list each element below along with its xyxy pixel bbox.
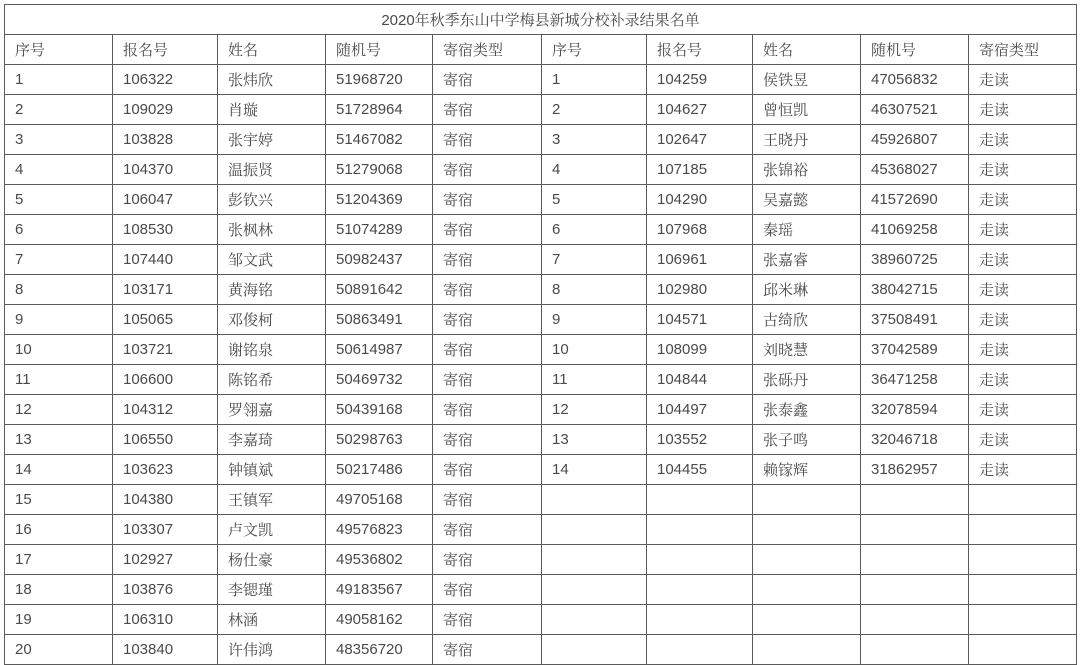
boarding-seq-cell: 18 <box>5 575 113 605</box>
table-row <box>5 245 1077 275</box>
day-type-cell: 走读 <box>969 275 1077 305</box>
day-reg-no-cell <box>647 605 753 635</box>
day-seq-cell: 6 <box>542 215 647 245</box>
boarding-name-cell: 邹文武 <box>218 245 326 275</box>
header-name-day: 姓名 <box>753 35 861 65</box>
day-type-cell: 走读 <box>969 425 1077 455</box>
day-reg-no-cell: 104455 <box>647 455 753 485</box>
boarding-random-no-cell: 50982437 <box>326 245 433 275</box>
boarding-name-cell: 许伟鸿 <box>218 635 326 665</box>
boarding-name-cell: 邓俊柯 <box>218 305 326 335</box>
day-seq-cell: 11 <box>542 365 647 395</box>
table-row <box>5 635 1077 665</box>
admission-results-table <box>4 4 1077 665</box>
day-reg-no-cell: 107185 <box>647 155 753 185</box>
table-row <box>5 515 1077 545</box>
day-random-no-cell <box>861 485 969 515</box>
table-row <box>5 305 1077 335</box>
boarding-reg-no-cell: 106047 <box>113 185 218 215</box>
boarding-seq-cell: 19 <box>5 605 113 635</box>
day-seq-cell: 13 <box>542 425 647 455</box>
boarding-seq-cell: 14 <box>5 455 113 485</box>
day-name-cell <box>753 635 861 665</box>
day-random-no-cell: 37508491 <box>861 305 969 335</box>
day-seq-cell <box>542 485 647 515</box>
title-row <box>5 5 1077 35</box>
boarding-name-cell: 温振贤 <box>218 155 326 185</box>
day-random-no-cell <box>861 605 969 635</box>
boarding-reg-no-cell: 106600 <box>113 365 218 395</box>
day-name-cell: 侯铁昱 <box>753 65 861 95</box>
boarding-seq-cell: 13 <box>5 425 113 455</box>
day-random-no-cell: 32078594 <box>861 395 969 425</box>
boarding-reg-no-cell: 109029 <box>113 95 218 125</box>
boarding-reg-no-cell: 104380 <box>113 485 218 515</box>
boarding-reg-no-cell: 103876 <box>113 575 218 605</box>
boarding-seq-cell: 17 <box>5 545 113 575</box>
table-row <box>5 575 1077 605</box>
boarding-random-no-cell: 51968720 <box>326 65 433 95</box>
day-random-no-cell: 38042715 <box>861 275 969 305</box>
table-body <box>5 65 1077 665</box>
day-random-no-cell: 45926807 <box>861 125 969 155</box>
boarding-name-cell: 黄海铭 <box>218 275 326 305</box>
boarding-seq-cell: 1 <box>5 65 113 95</box>
boarding-seq-cell: 10 <box>5 335 113 365</box>
day-random-no-cell <box>861 635 969 665</box>
header-reg-no-day: 报名号 <box>647 35 753 65</box>
boarding-random-no-cell: 49576823 <box>326 515 433 545</box>
boarding-type-cell: 寄宿 <box>433 485 542 515</box>
boarding-name-cell: 张炜欣 <box>218 65 326 95</box>
day-type-cell <box>969 605 1077 635</box>
table-row <box>5 335 1077 365</box>
boarding-reg-no-cell: 103307 <box>113 515 218 545</box>
boarding-type-cell: 寄宿 <box>433 275 542 305</box>
boarding-type-cell: 寄宿 <box>433 245 542 275</box>
boarding-name-cell: 张枫林 <box>218 215 326 245</box>
day-seq-cell: 2 <box>542 95 647 125</box>
day-seq-cell: 12 <box>542 395 647 425</box>
boarding-name-cell: 钟镇斌 <box>218 455 326 485</box>
day-type-cell: 走读 <box>969 455 1077 485</box>
day-reg-no-cell: 102647 <box>647 125 753 155</box>
day-type-cell: 走读 <box>969 365 1077 395</box>
header-seq-boarding: 序号 <box>5 35 113 65</box>
boarding-reg-no-cell: 103623 <box>113 455 218 485</box>
header-type-boarding: 寄宿类型 <box>433 35 542 65</box>
header-random-no-day: 随机号 <box>861 35 969 65</box>
boarding-random-no-cell: 49183567 <box>326 575 433 605</box>
boarding-random-no-cell: 49536802 <box>326 545 433 575</box>
day-name-cell: 张嘉睿 <box>753 245 861 275</box>
day-type-cell: 走读 <box>969 245 1077 275</box>
boarding-random-no-cell: 50891642 <box>326 275 433 305</box>
day-seq-cell <box>542 635 647 665</box>
table-row <box>5 275 1077 305</box>
boarding-reg-no-cell: 103840 <box>113 635 218 665</box>
day-reg-no-cell <box>647 545 753 575</box>
day-name-cell <box>753 515 861 545</box>
day-random-no-cell: 37042589 <box>861 335 969 365</box>
boarding-random-no-cell: 49705168 <box>326 485 433 515</box>
table-row <box>5 155 1077 185</box>
boarding-random-no-cell: 50217486 <box>326 455 433 485</box>
boarding-random-no-cell: 50439168 <box>326 395 433 425</box>
boarding-name-cell: 卢文凯 <box>218 515 326 545</box>
boarding-type-cell: 寄宿 <box>433 545 542 575</box>
day-name-cell: 曾恒凯 <box>753 95 861 125</box>
boarding-name-cell: 张宇婷 <box>218 125 326 155</box>
day-random-no-cell: 45368027 <box>861 155 969 185</box>
day-reg-no-cell: 107968 <box>647 215 753 245</box>
day-reg-no-cell: 102980 <box>647 275 753 305</box>
header-row <box>5 35 1077 65</box>
table-row <box>5 95 1077 125</box>
boarding-type-cell: 寄宿 <box>433 185 542 215</box>
header-type-day: 寄宿类型 <box>969 35 1077 65</box>
boarding-type-cell: 寄宿 <box>433 65 542 95</box>
boarding-type-cell: 寄宿 <box>433 395 542 425</box>
day-random-no-cell: 38960725 <box>861 245 969 275</box>
boarding-type-cell: 寄宿 <box>433 305 542 335</box>
boarding-seq-cell: 5 <box>5 185 113 215</box>
boarding-type-cell: 寄宿 <box>433 605 542 635</box>
boarding-name-cell: 李嘉琦 <box>218 425 326 455</box>
boarding-type-cell: 寄宿 <box>433 635 542 665</box>
boarding-name-cell: 肖璇 <box>218 95 326 125</box>
day-name-cell: 张子鸣 <box>753 425 861 455</box>
admission-results-table-container <box>4 4 1076 665</box>
boarding-seq-cell: 3 <box>5 125 113 155</box>
day-random-no-cell <box>861 575 969 605</box>
day-seq-cell <box>542 515 647 545</box>
day-reg-no-cell <box>647 515 753 545</box>
boarding-random-no-cell: 51467082 <box>326 125 433 155</box>
boarding-random-no-cell: 50298763 <box>326 425 433 455</box>
boarding-reg-no-cell: 103721 <box>113 335 218 365</box>
header-name-boarding: 姓名 <box>218 35 326 65</box>
boarding-name-cell: 杨仕豪 <box>218 545 326 575</box>
boarding-reg-no-cell: 107440 <box>113 245 218 275</box>
boarding-seq-cell: 20 <box>5 635 113 665</box>
boarding-type-cell: 寄宿 <box>433 155 542 185</box>
table-row <box>5 455 1077 485</box>
day-type-cell <box>969 545 1077 575</box>
boarding-seq-cell: 11 <box>5 365 113 395</box>
table-row <box>5 125 1077 155</box>
day-seq-cell: 4 <box>542 155 647 185</box>
boarding-seq-cell: 16 <box>5 515 113 545</box>
day-name-cell <box>753 605 861 635</box>
day-name-cell: 古绮欣 <box>753 305 861 335</box>
boarding-reg-no-cell: 105065 <box>113 305 218 335</box>
day-random-no-cell <box>861 515 969 545</box>
day-name-cell: 张砾丹 <box>753 365 861 395</box>
boarding-name-cell: 陈铭希 <box>218 365 326 395</box>
boarding-random-no-cell: 51204369 <box>326 185 433 215</box>
boarding-type-cell: 寄宿 <box>433 515 542 545</box>
day-type-cell: 走读 <box>969 335 1077 365</box>
day-name-cell: 赖镓辉 <box>753 455 861 485</box>
day-reg-no-cell: 106961 <box>647 245 753 275</box>
day-seq-cell: 1 <box>542 65 647 95</box>
boarding-reg-no-cell: 103828 <box>113 125 218 155</box>
day-reg-no-cell: 104290 <box>647 185 753 215</box>
boarding-random-no-cell: 51728964 <box>326 95 433 125</box>
table-row <box>5 395 1077 425</box>
boarding-type-cell: 寄宿 <box>433 575 542 605</box>
day-seq-cell: 9 <box>542 305 647 335</box>
boarding-name-cell: 谢铭泉 <box>218 335 326 365</box>
boarding-reg-no-cell: 106322 <box>113 65 218 95</box>
day-seq-cell <box>542 605 647 635</box>
day-seq-cell: 10 <box>542 335 647 365</box>
boarding-reg-no-cell: 106550 <box>113 425 218 455</box>
day-type-cell: 走读 <box>969 215 1077 245</box>
boarding-random-no-cell: 51074289 <box>326 215 433 245</box>
day-name-cell <box>753 485 861 515</box>
day-reg-no-cell <box>647 485 753 515</box>
boarding-type-cell: 寄宿 <box>433 455 542 485</box>
boarding-random-no-cell: 50469732 <box>326 365 433 395</box>
day-type-cell: 走读 <box>969 185 1077 215</box>
table-row <box>5 65 1077 95</box>
day-type-cell <box>969 635 1077 665</box>
boarding-reg-no-cell: 102927 <box>113 545 218 575</box>
day-reg-no-cell: 104844 <box>647 365 753 395</box>
day-reg-no-cell: 104497 <box>647 395 753 425</box>
boarding-random-no-cell: 51279068 <box>326 155 433 185</box>
table-title: 2020年秋季东山中学梅县新城分校补录结果名单 <box>5 5 1077 35</box>
day-seq-cell: 7 <box>542 245 647 275</box>
boarding-name-cell: 彭钦兴 <box>218 185 326 215</box>
boarding-random-no-cell: 49058162 <box>326 605 433 635</box>
day-reg-no-cell: 104627 <box>647 95 753 125</box>
table-row <box>5 185 1077 215</box>
table-row <box>5 605 1077 635</box>
boarding-reg-no-cell: 104370 <box>113 155 218 185</box>
day-type-cell: 走读 <box>969 95 1077 125</box>
day-seq-cell: 3 <box>542 125 647 155</box>
boarding-random-no-cell: 50863491 <box>326 305 433 335</box>
day-type-cell: 走读 <box>969 125 1077 155</box>
header-reg-no-boarding: 报名号 <box>113 35 218 65</box>
boarding-reg-no-cell: 106310 <box>113 605 218 635</box>
day-reg-no-cell <box>647 635 753 665</box>
boarding-seq-cell: 8 <box>5 275 113 305</box>
boarding-type-cell: 寄宿 <box>433 95 542 125</box>
table-row <box>5 365 1077 395</box>
day-seq-cell: 14 <box>542 455 647 485</box>
day-reg-no-cell: 104259 <box>647 65 753 95</box>
boarding-seq-cell: 7 <box>5 245 113 275</box>
day-random-no-cell: 46307521 <box>861 95 969 125</box>
day-type-cell: 走读 <box>969 65 1077 95</box>
day-reg-no-cell <box>647 575 753 605</box>
boarding-type-cell: 寄宿 <box>433 215 542 245</box>
boarding-seq-cell: 12 <box>5 395 113 425</box>
boarding-name-cell: 王镇军 <box>218 485 326 515</box>
boarding-name-cell: 林涵 <box>218 605 326 635</box>
day-type-cell <box>969 485 1077 515</box>
day-name-cell: 邱米琳 <box>753 275 861 305</box>
day-name-cell: 张泰鑫 <box>753 395 861 425</box>
day-type-cell: 走读 <box>969 155 1077 185</box>
day-name-cell <box>753 545 861 575</box>
boarding-type-cell: 寄宿 <box>433 125 542 155</box>
header-random-no-boarding: 随机号 <box>326 35 433 65</box>
day-name-cell: 张锦裕 <box>753 155 861 185</box>
day-type-cell <box>969 515 1077 545</box>
boarding-seq-cell: 6 <box>5 215 113 245</box>
day-reg-no-cell: 108099 <box>647 335 753 365</box>
day-name-cell: 王晓丹 <box>753 125 861 155</box>
boarding-reg-no-cell: 108530 <box>113 215 218 245</box>
day-type-cell <box>969 575 1077 605</box>
day-name-cell: 吴嘉懿 <box>753 185 861 215</box>
header-seq-day: 序号 <box>542 35 647 65</box>
day-seq-cell: 8 <box>542 275 647 305</box>
boarding-name-cell: 罗翎嘉 <box>218 395 326 425</box>
table-row <box>5 425 1077 455</box>
table-row <box>5 215 1077 245</box>
boarding-reg-no-cell: 103171 <box>113 275 218 305</box>
day-random-no-cell: 47056832 <box>861 65 969 95</box>
boarding-reg-no-cell: 104312 <box>113 395 218 425</box>
table-row <box>5 545 1077 575</box>
day-seq-cell <box>542 575 647 605</box>
day-random-no-cell <box>861 545 969 575</box>
day-name-cell <box>753 575 861 605</box>
day-random-no-cell: 36471258 <box>861 365 969 395</box>
day-random-no-cell: 32046718 <box>861 425 969 455</box>
boarding-type-cell: 寄宿 <box>433 425 542 455</box>
table-row <box>5 485 1077 515</box>
day-type-cell: 走读 <box>969 395 1077 425</box>
boarding-random-no-cell: 50614987 <box>326 335 433 365</box>
boarding-seq-cell: 2 <box>5 95 113 125</box>
day-reg-no-cell: 103552 <box>647 425 753 455</box>
boarding-seq-cell: 4 <box>5 155 113 185</box>
boarding-type-cell: 寄宿 <box>433 335 542 365</box>
day-seq-cell <box>542 545 647 575</box>
boarding-seq-cell: 9 <box>5 305 113 335</box>
boarding-type-cell: 寄宿 <box>433 365 542 395</box>
day-random-no-cell: 41069258 <box>861 215 969 245</box>
day-reg-no-cell: 104571 <box>647 305 753 335</box>
day-name-cell: 刘晓慧 <box>753 335 861 365</box>
boarding-name-cell: 李锶瑾 <box>218 575 326 605</box>
day-random-no-cell: 31862957 <box>861 455 969 485</box>
day-name-cell: 秦瑶 <box>753 215 861 245</box>
boarding-seq-cell: 15 <box>5 485 113 515</box>
boarding-random-no-cell: 48356720 <box>326 635 433 665</box>
day-seq-cell: 5 <box>542 185 647 215</box>
day-random-no-cell: 41572690 <box>861 185 969 215</box>
day-type-cell: 走读 <box>969 305 1077 335</box>
